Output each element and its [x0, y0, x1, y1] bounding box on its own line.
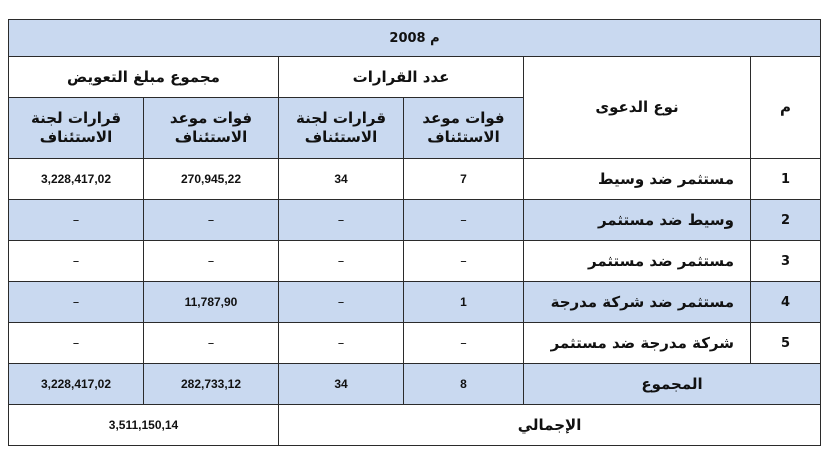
- index-cell: 5: [751, 323, 821, 364]
- count-missed-cell: 7: [404, 159, 524, 200]
- sum-count-missed: 8: [404, 364, 524, 405]
- table-title: 2008 م: [9, 20, 821, 57]
- count-committee-header: قرارات لجنة الاستئناف: [279, 98, 404, 159]
- grand-total-value: 3,511,150,14: [9, 405, 279, 446]
- comp-committee-cell: –: [9, 200, 144, 241]
- count-missed-cell: –: [404, 241, 524, 282]
- index-cell: 1: [751, 159, 821, 200]
- comp-missed-cell: 270,945,22: [144, 159, 279, 200]
- case-type-cell: مستثمر ضد وسيط: [524, 159, 751, 200]
- table-row: [9, 282, 821, 323]
- compensation-total-header: مجموع مبلغ التعويض: [9, 57, 279, 98]
- index-header: م: [751, 57, 821, 159]
- comp-committee-cell: –: [9, 323, 144, 364]
- decisions-count-header: عدد القرارات: [279, 57, 524, 98]
- comp-missed-cell: 11,787,90: [144, 282, 279, 323]
- table-row: [9, 241, 821, 282]
- sum-comp-missed: 282,733,12: [144, 364, 279, 405]
- comp-missed-cell: –: [144, 241, 279, 282]
- table-row: [9, 200, 821, 241]
- count-missed-cell: 1: [404, 282, 524, 323]
- index-cell: 2: [751, 200, 821, 241]
- claims-table: [8, 19, 821, 446]
- count-missed-cell: –: [404, 200, 524, 241]
- sum-row: [9, 364, 821, 405]
- comp-committee-cell: –: [9, 241, 144, 282]
- comp-missed-cell: –: [144, 200, 279, 241]
- count-committee-cell: –: [279, 282, 404, 323]
- count-committee-cell: 34: [279, 159, 404, 200]
- comp-missed-cell: –: [144, 323, 279, 364]
- count-missed-header: فوات موعد الاستئناف: [404, 98, 524, 159]
- table-row: [9, 323, 821, 364]
- comp-committee-cell: 3,228,417,02: [9, 159, 144, 200]
- comp-committee-header: قرارات لجنة الاستئناف: [9, 98, 144, 159]
- case-type-cell: مستثمر ضد شركة مدرجة: [524, 282, 751, 323]
- case-type-cell: شركة مدرجة ضد مستثمر: [524, 323, 751, 364]
- index-cell: 3: [751, 241, 821, 282]
- case-type-cell: وسيط ضد مستثمر: [524, 200, 751, 241]
- count-committee-cell: –: [279, 200, 404, 241]
- grand-total-row: [9, 405, 821, 446]
- case-type-header: نوع الدعوى: [524, 57, 751, 159]
- sum-comp-committee: 3,228,417,02: [9, 364, 144, 405]
- table-row: [9, 159, 821, 200]
- grand-total-label: الإجمالي: [279, 405, 821, 446]
- sum-label: المجموع: [524, 364, 821, 405]
- count-committee-cell: –: [279, 241, 404, 282]
- comp-missed-header: فوات موعد الاستئناف: [144, 98, 279, 159]
- count-committee-cell: –: [279, 323, 404, 364]
- sum-count-committee: 34: [279, 364, 404, 405]
- case-type-cell: مستثمر ضد مستثمر: [524, 241, 751, 282]
- index-cell: 4: [751, 282, 821, 323]
- comp-committee-cell: –: [9, 282, 144, 323]
- count-missed-cell: –: [404, 323, 524, 364]
